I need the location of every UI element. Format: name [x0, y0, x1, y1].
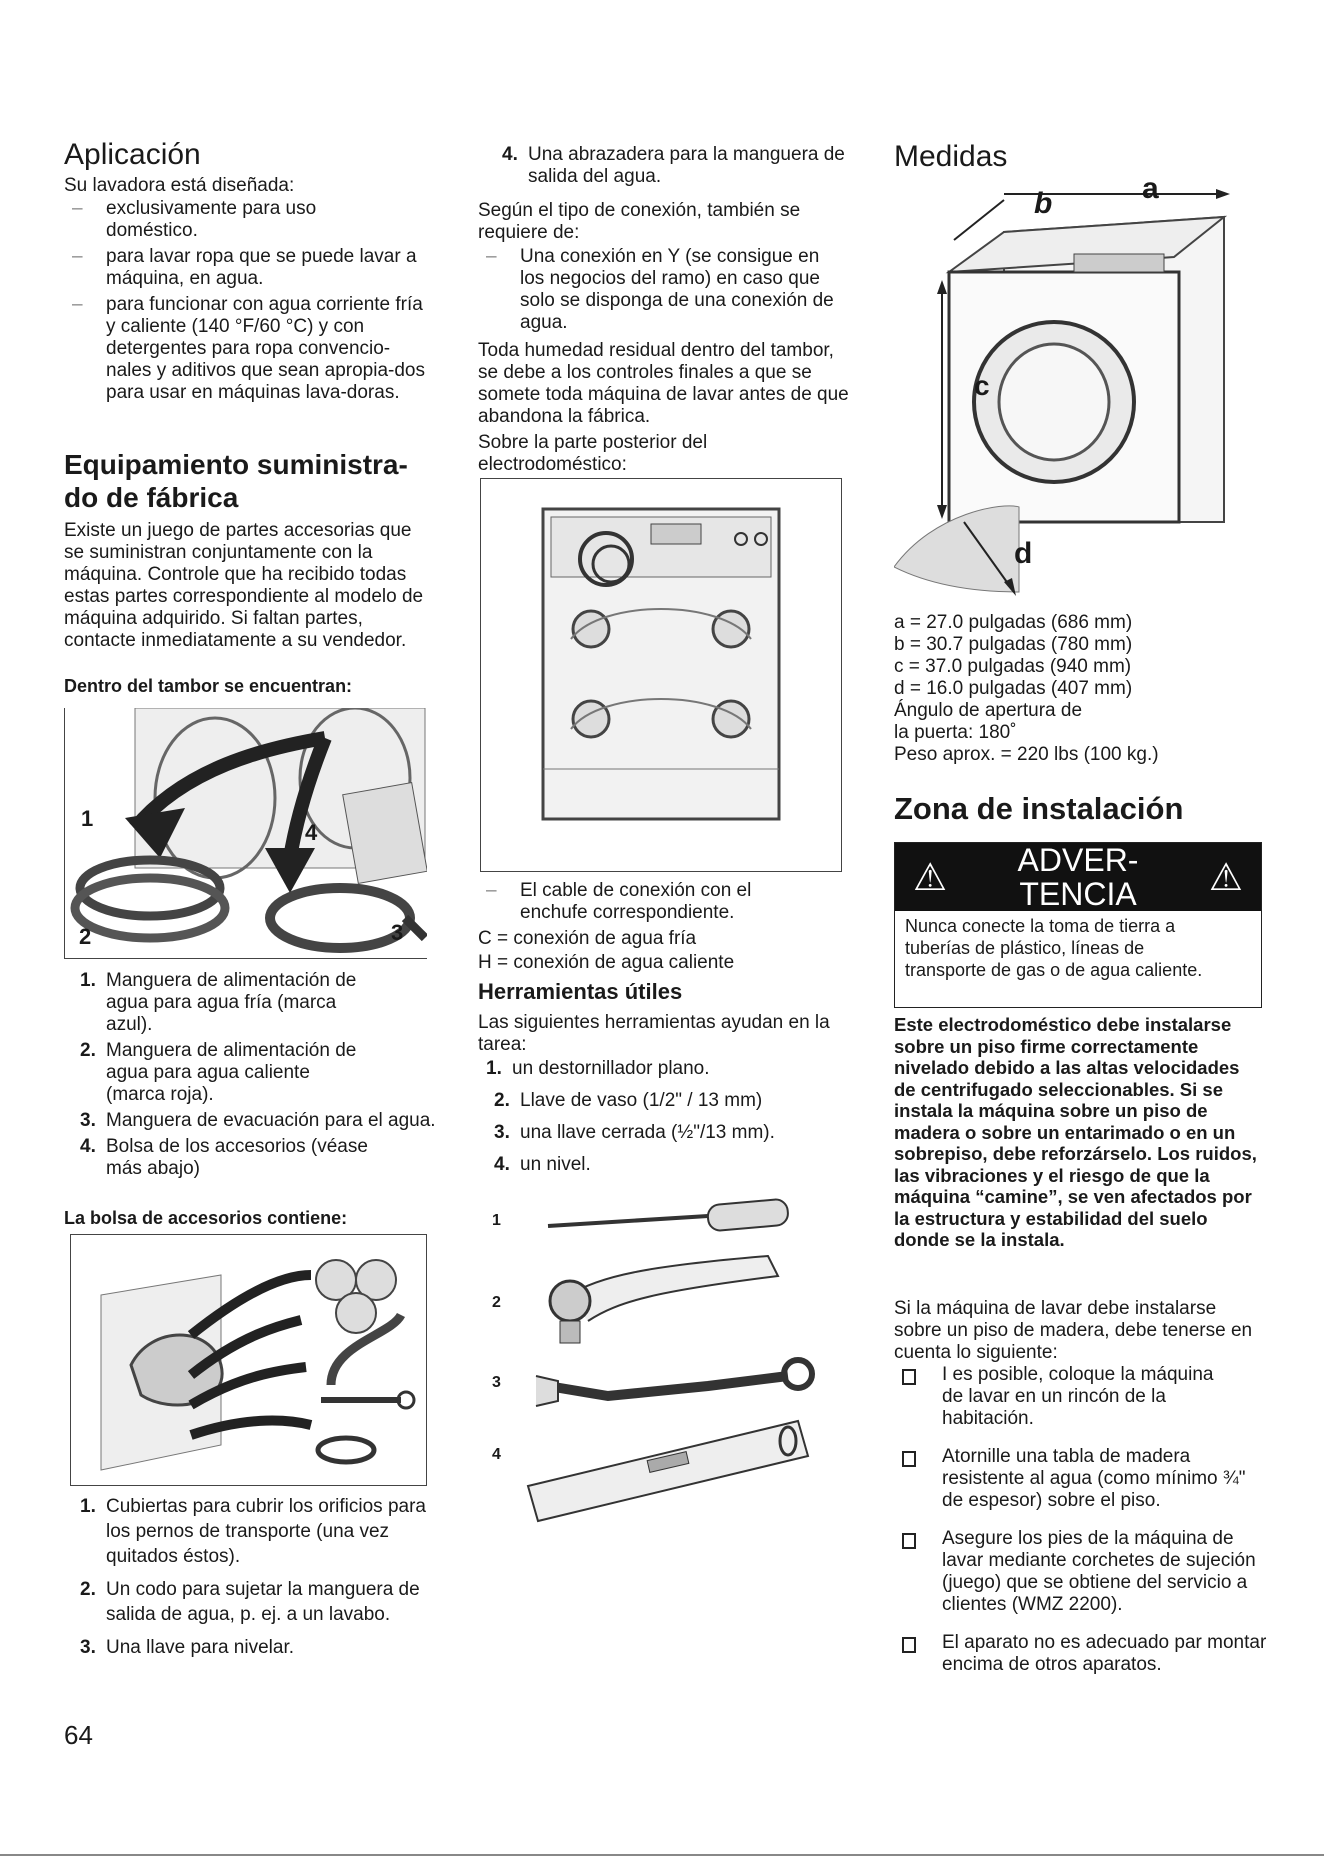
dimension-line: Peso aprox. = 220 lbs (100 kg.) [894, 744, 1159, 765]
rear-illustration [481, 479, 841, 871]
list-item: 3. Manguera de evacuación para el agua. [80, 1110, 436, 1131]
figure-label: 2 [492, 1294, 501, 1311]
hoses-illustration [65, 708, 427, 958]
dimensions-illustration [894, 172, 1239, 612]
figure-label: 3 [391, 920, 404, 945]
rear-figure [480, 478, 842, 872]
zona-heading: Zona de instalación [894, 791, 1184, 826]
list-item: 3. una llave cerrada (½"/13 mm). [494, 1122, 775, 1143]
list-item: 4. Bolsa de los accesorios (véase más abajo) [80, 1136, 368, 1179]
tools-figure [492, 1176, 838, 1536]
list-item: Asegure los pies de la máquina de lavar mediante corchetes de sujeción (juego) que se obtiene del servicio a clientes (WMZ 2200). [894, 1528, 1272, 1616]
figure-label: 4 [492, 1446, 501, 1463]
drum-list [64, 970, 434, 1180]
list-item: – Una conexión en Y (se consigue en los negocios del ramo) en caso que solo se disponga de una conexión de agua. [478, 246, 840, 334]
floor-warning-text: Este electrodoméstico debe instalarse sobre un piso firme correctamente nivelado debido a las altas velocidades de centrifugado seleccionables. Si se instala la máquina sobre un piso de madera o sobre un entarimado o en un sobrepiso, debe reforzárselo. Los ruidos, las vibraciones y el riesgo de que la máquina “camine”, se ven afectados por la estructura y estabilidad del suelo donde se la instala. [894, 1014, 1257, 1250]
tools-heading: Herramientas útiles [478, 979, 683, 1004]
wood-floor-text: Si la máquina de lavar debe instalarse sobre un piso de madera, debe tenerse en cuenta lo siguiente: [894, 1298, 1253, 1363]
dimensions-figure [894, 172, 1239, 612]
equipamiento-heading: Equipamiento suministra-do de fábrica [64, 449, 408, 513]
list-item: 4. Una abrazadera para la manguera de salida del agua. [502, 144, 845, 187]
list-item: 4. un nivel. [494, 1154, 591, 1175]
dimension-line: la puerta: 180˚ [894, 722, 1017, 743]
warning-icon: ⚠ [1208, 857, 1243, 899]
dimension-label-b: b [1034, 187, 1053, 220]
rear-text: Sobre la parte posterior del electrodoméstico: [478, 432, 708, 475]
dimension-line: Ángulo de apertura de [894, 700, 1083, 721]
connection-text: Según el tipo de conexión, también se requiere de: [478, 200, 801, 243]
c-line: C = conexión de agua fría [478, 928, 697, 949]
dimension-label-a: a [1142, 172, 1159, 205]
dimension-line: d = 16.0 pulgadas (407 mm) [894, 678, 1133, 699]
dimension-label-c: c [974, 370, 990, 401]
dimensions-list [894, 612, 1264, 766]
list-item: 2. Un codo para sujetar la manguera de salida de agua, p. ej. a un lavabo. [80, 1579, 420, 1625]
bag-heading: La bolsa de accesorios contiene: [64, 1208, 348, 1228]
list-item: – exclusivamente para uso doméstico. [64, 198, 356, 242]
page-bottom-rule [0, 1854, 1324, 1856]
dimension-label-d: d [1014, 537, 1033, 570]
accessories-figure [70, 1234, 427, 1486]
dimension-line: c = 37.0 pulgadas (940 mm) [894, 656, 1132, 677]
warning-header [895, 843, 1261, 911]
tools-intro: Las siguientes herramientas ayudan en la tarea: [478, 1012, 830, 1055]
list-item: El aparato no es adecuado par montar encima de otros aparatos. [894, 1632, 1272, 1676]
dimension-line: a = 27.0 pulgadas (686 mm) [894, 612, 1133, 633]
accessories-illustration [71, 1235, 426, 1485]
figure-label: 1 [492, 1212, 501, 1229]
figure-label: 1 [81, 806, 94, 831]
list-item: Atornille una tabla de madera resistente al agua (como mínimo ¾" de espesor) sobre el piso. [894, 1446, 1252, 1512]
list-item: – para lavar ropa que se puede lavar a máquina, en agua. [64, 246, 446, 290]
tools-illustration [508, 1176, 838, 1536]
list-item: 1. un destornillador plano. [486, 1058, 710, 1079]
equipamiento-text: Existe un juego de partes accesorias que se suministran conjuntamente con la máquina. Controle que ha recibido todas estas partes correspondiente al modelo de máquina adquirido. Si faltan partes, contacte inmediatamente a su vendedor. [64, 520, 424, 651]
figure-label: 3 [492, 1374, 501, 1391]
warning-box [894, 842, 1262, 1008]
warning-title-line1: ADVER- [1017, 842, 1139, 878]
warning-text: Nunca conecte la toma de tierra a tuberías de plástico, líneas de transporte de gas o de agua caliente. [905, 916, 1203, 980]
list-item: 2. Manguera de alimentación de agua para agua caliente (marca roja). [80, 1040, 357, 1105]
hoses-figure [64, 708, 427, 959]
list-item: 2. Llave de vaso (1/2" / 13 mm) [494, 1090, 763, 1111]
list-item: – El cable de conexión con el enchufe correspondiente. [478, 880, 820, 924]
dimension-line: b = 30.7 pulgadas (780 mm) [894, 634, 1133, 655]
bag-list [64, 1494, 434, 1660]
medidas-heading: Medidas [894, 140, 1008, 173]
list-item: 1. Manguera de alimentación de agua para agua fría (marca azul). [80, 970, 357, 1035]
warning-icon: ⚠ [913, 857, 948, 899]
figure-label: 4 [305, 820, 318, 845]
list-item: – para funcionar con agua corriente fría y caliente (140 °F/60 °C) y con detergentes para ropa convencio-nales y aditivos que sean apropia-dos para usar en máquinas lava-doras. [64, 294, 426, 404]
aplicacion-heading: Aplicación [64, 138, 201, 171]
h-line: H = conexión de agua caliente [478, 952, 735, 973]
list-item: 3. Una llave para nivelar. [80, 1637, 294, 1658]
aplicacion-list [64, 198, 434, 404]
list-item: 1. Cubiertas para cubrir los orificios para los pernos de transporte (una vez quitados éstos). [80, 1496, 426, 1567]
tools-list [478, 1058, 848, 1176]
figure-label: 2 [79, 924, 92, 949]
page-number: 64 [64, 1720, 93, 1750]
wood-floor-list [894, 1364, 1267, 1676]
humidity-text: Toda humedad residual dentro del tambor, se debe a los controles finales a que se somete toda máquina de lavar antes de que abandona la fábrica. [478, 340, 849, 427]
aplicacion-intro: Su lavadora está diseñada: [64, 175, 295, 196]
drum-heading: Dentro del tambor se encuentran: [64, 676, 353, 696]
list-item: I es posible, coloque la máquina de lavar en un rincón de la habitación. [894, 1364, 1232, 1430]
warning-title-line2: TENCIA [1019, 876, 1137, 912]
